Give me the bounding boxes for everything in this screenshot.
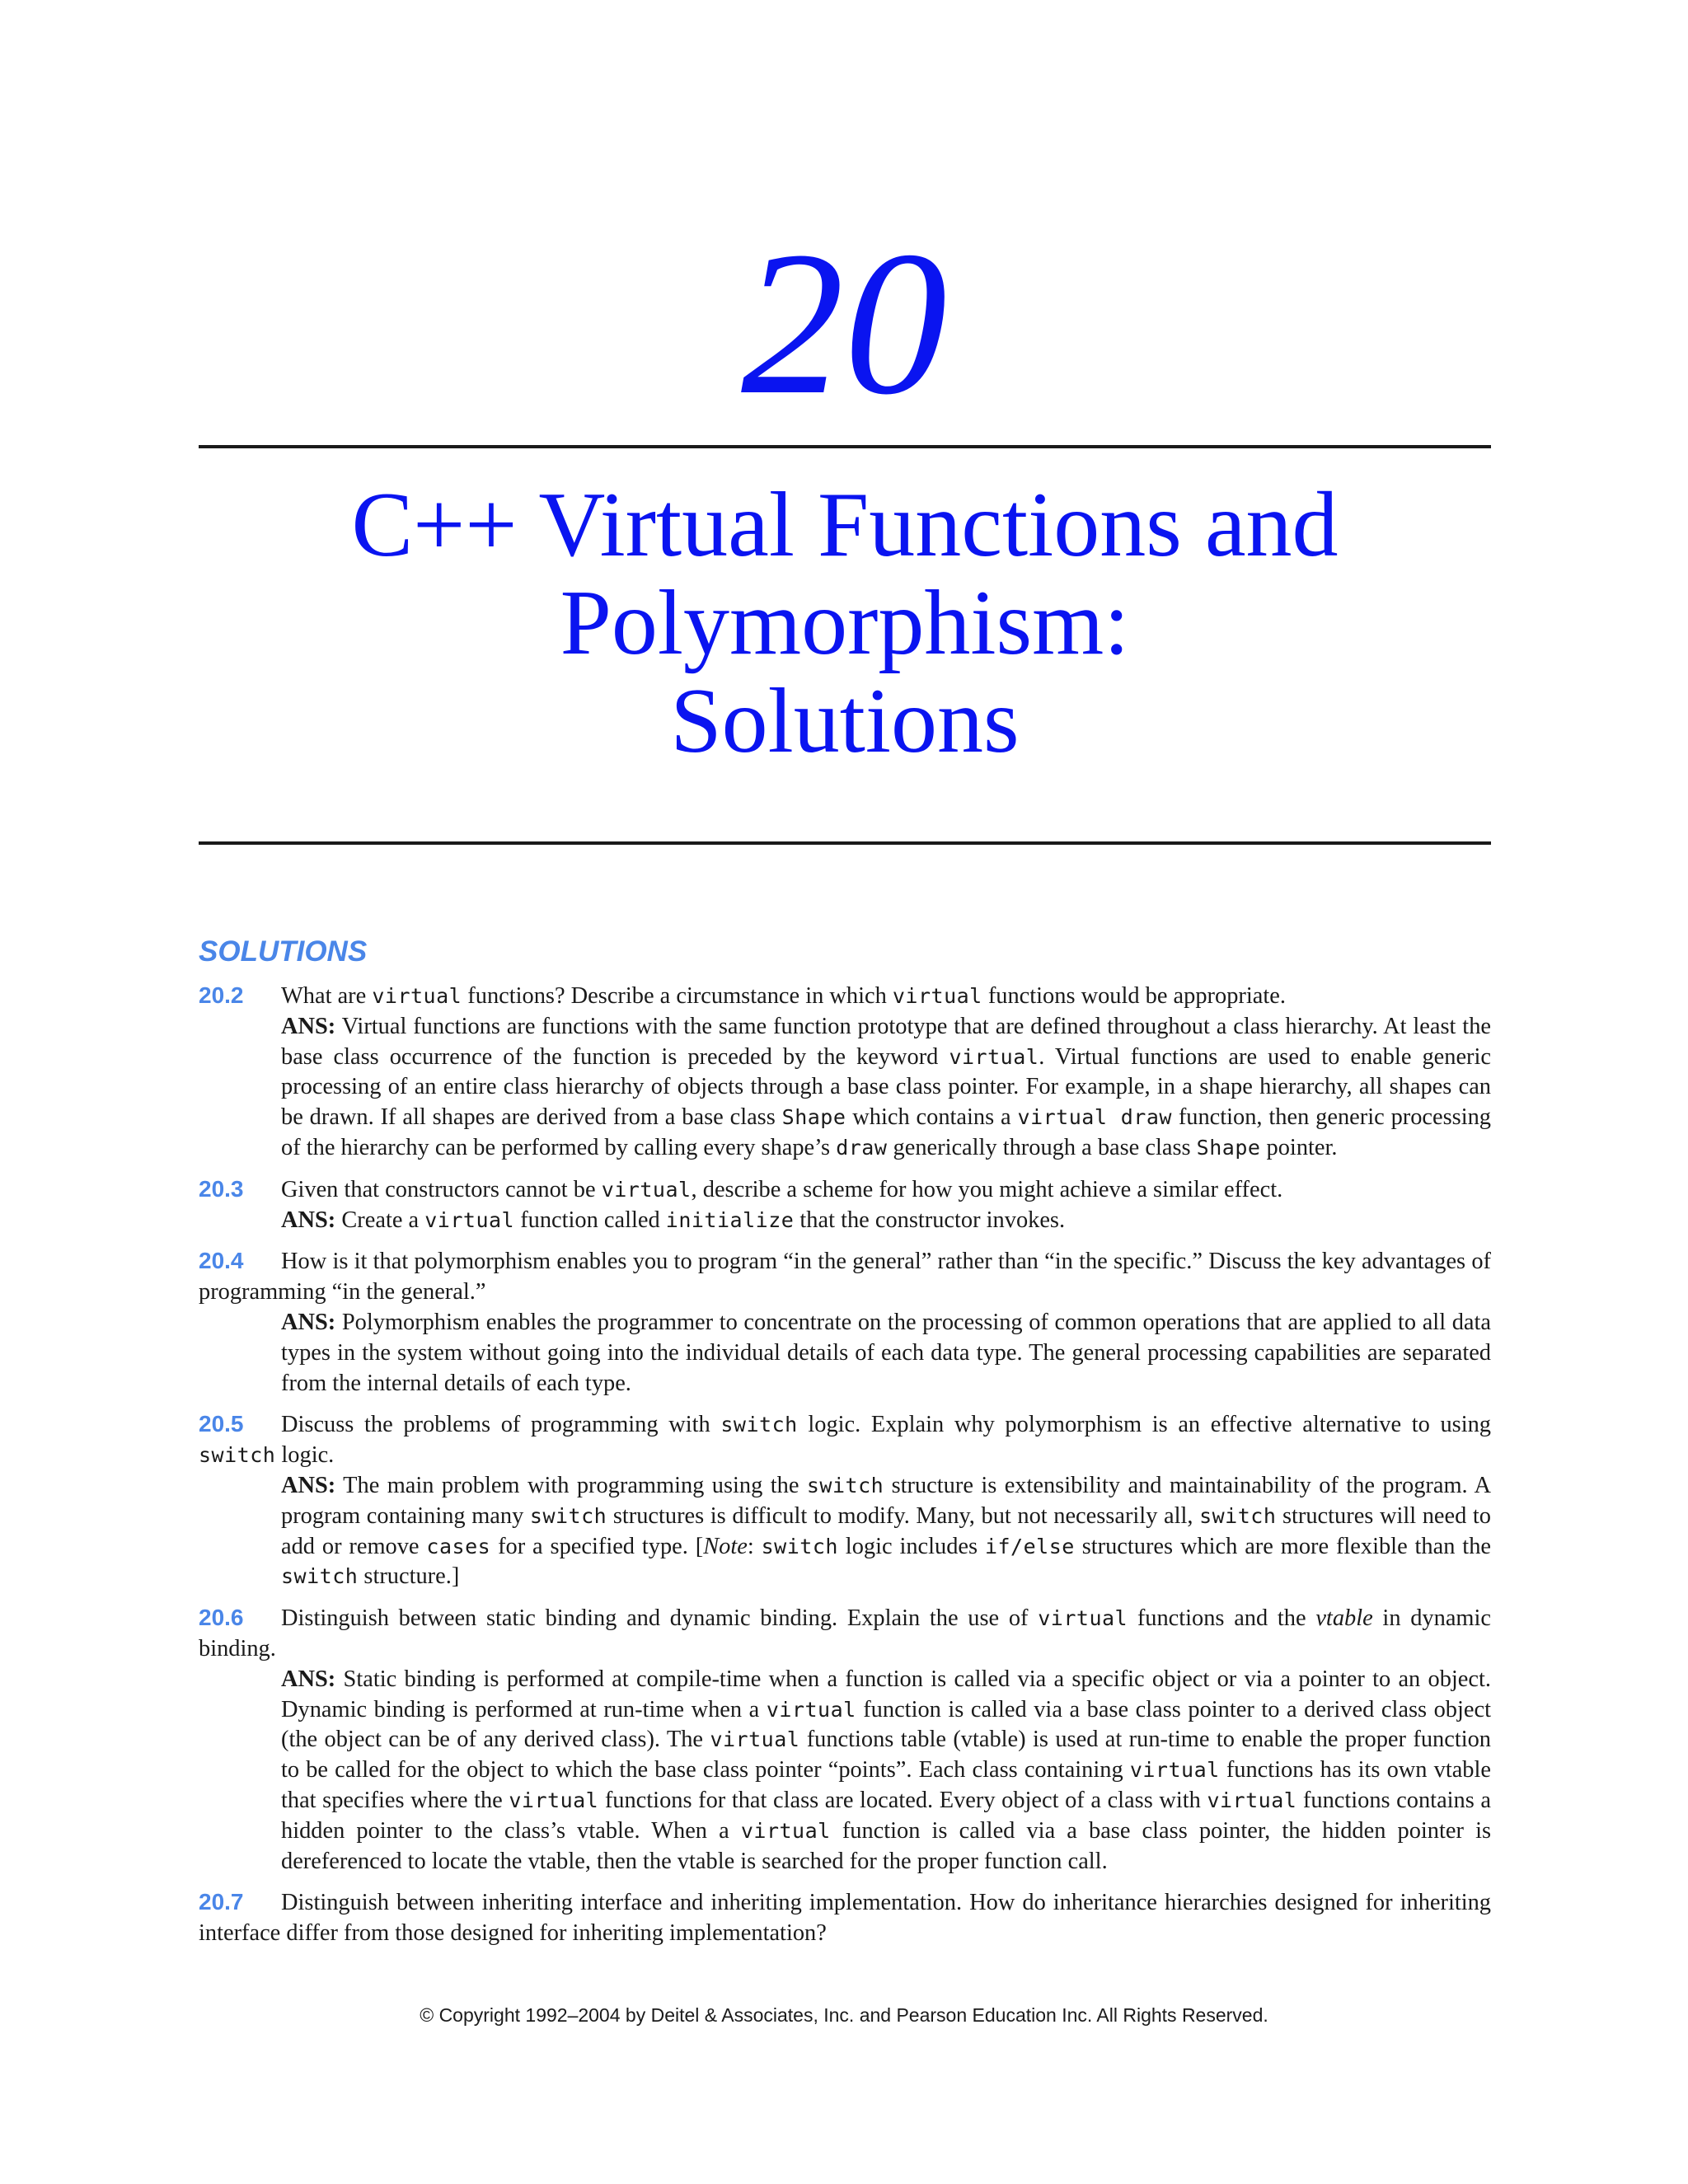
text-run: in dynamic binding. (199, 1605, 1491, 1661)
text-run: Distinguish between inheriting interface and inheriting implementation. How do inheritance hierarchies designed for inheriting interface differ from those designed for inheriting implementation? (199, 1890, 1491, 1947)
text-run: structures which are more flexible than the (1074, 1533, 1491, 1559)
text-run: The main problem with programming using the (335, 1472, 807, 1498)
answer-label: ANS: (281, 1472, 336, 1498)
text-run: functions and the (1128, 1605, 1316, 1632)
text-run: Static binding is performed at compile-time when a function is called via a specific object or via a pointer to an object. Dynamic binding is performed at run-time when a (281, 1666, 1491, 1722)
text-run: function, then generic processing of the hierarchy can be performed by calling every shape’s (281, 1104, 1491, 1160)
code-keyword: switch (761, 1534, 838, 1558)
text-run: What are (281, 983, 373, 1009)
code-keyword: virtual (710, 1727, 800, 1752)
code-keyword: virtual (949, 1044, 1039, 1069)
text-run: . Virtual functions are used to enable generic processing of an entire class hierarchy of objects through a base class pointer. For example, in a shape hierarchy, all shapes can be drawn. If all shapes are derived from a base class (281, 1043, 1492, 1131)
text-run: Polymorphism enables the programmer to concentrate on the processing of common operations that are applied to all data types in the system without going into the individual details of each data type. The general processing capabilities are separated from the internal details of each type. (281, 1309, 1491, 1396)
title-rule-top (199, 445, 1491, 448)
text-run: generically through a base class (887, 1134, 1197, 1160)
code-keyword: virtual (509, 1788, 599, 1812)
italic-text: Note (703, 1533, 748, 1559)
text-run: functions table (vtable) is used at run-time to enable the proper function to be called for the object to which the base class pointer “points”. Each class containing (281, 1727, 1491, 1783)
solution-item (199, 1246, 1491, 1399)
code-keyword: virtual (740, 1818, 831, 1843)
title-rule-bottom (199, 841, 1491, 845)
text-run: structure.] (358, 1563, 460, 1590)
code-keyword: Shape (1196, 1135, 1261, 1160)
text-run: functions contains a hidden pointer to the class’s vtable. When a (281, 1787, 1492, 1844)
text-run: logic includes (837, 1533, 985, 1559)
text-run: functions for that class are located. Every object of a class with (598, 1787, 1207, 1813)
section-heading: SOLUTIONS (199, 935, 368, 968)
question (199, 1409, 1491, 1471)
code-keyword: virtual (424, 1207, 515, 1232)
code-keyword: switch (806, 1473, 884, 1497)
code-keyword: if/else (984, 1534, 1075, 1558)
answer-label: ANS: (281, 1207, 336, 1233)
text-run: functions has its own vtable that specifies where the (281, 1757, 1491, 1813)
solution-item (199, 981, 1491, 1164)
code-keyword: draw (836, 1135, 888, 1160)
text-run: functions? Describe a circumstance in which (462, 983, 893, 1009)
question (199, 1887, 1491, 1949)
text-run: Distinguish between static binding and dynamic binding. Explain the use of (281, 1605, 1039, 1632)
code-keyword: virtual (766, 1697, 856, 1722)
text-run: functions would be appropriate. (982, 983, 1286, 1009)
text-run: function called (514, 1207, 666, 1233)
code-keyword: switch (1199, 1503, 1277, 1528)
text-run: : (747, 1533, 762, 1559)
answer-label: ANS: (281, 1309, 336, 1335)
text-run: function is called via a base class pointer, the hidden pointer is dereferenced to locate the vtable, then the vtable is searched for the proper function call. (281, 1817, 1491, 1874)
answer-label: ANS: (281, 1666, 336, 1692)
solution-item (199, 1887, 1491, 1949)
solutions-list (199, 981, 1491, 1960)
text-run: structures is difficult to modify. Many, but not necessarily all, (607, 1502, 1200, 1529)
text-run: Create a (335, 1207, 425, 1233)
italic-text: vtable (1315, 1605, 1373, 1632)
code-keyword: switch (199, 1443, 276, 1468)
code-keyword: virtual (1129, 1758, 1220, 1783)
code-keyword: cases (426, 1534, 491, 1558)
code-keyword: switch (281, 1564, 359, 1589)
text-run: Discuss the problems of programming with (281, 1412, 721, 1438)
answer (199, 1471, 1491, 1592)
exercise-number: 20.7 (199, 1889, 244, 1915)
code-keyword: virtual (1207, 1788, 1297, 1812)
text-run: that the constructor invokes. (794, 1207, 1066, 1233)
text-run: structure is extensibility and maintainability of the program. A program containing many (281, 1472, 1492, 1529)
answer (199, 1665, 1491, 1877)
exercise-number: 20.6 (199, 1605, 244, 1631)
exercise-number: 20.4 (199, 1248, 244, 1274)
solution-item (199, 1409, 1491, 1592)
chapter-title (199, 476, 1491, 771)
code-keyword: virtual draw (1017, 1105, 1172, 1130)
text-run: , describe a scheme for how you might achieve a similar effect. (691, 1176, 1283, 1202)
answer (199, 1206, 1491, 1236)
text-run: How is it that polymorphism enables you to program “in the general” rather than “in the specific.” Discuss the key advantages of programming “in the general.” (199, 1249, 1491, 1305)
exercise-number: 20.5 (199, 1411, 244, 1437)
text-run: which contains a (846, 1104, 1018, 1131)
text-run: for a specified type. [ (490, 1533, 704, 1559)
solution-item (199, 1603, 1491, 1877)
code-keyword: switch (529, 1503, 607, 1528)
exercise-number: 20.2 (199, 982, 244, 1008)
code-keyword: initialize (665, 1207, 795, 1232)
chapter-title-line: Polymorphism: (560, 572, 1130, 674)
chapter-number: 20 (741, 209, 947, 438)
answer (199, 1308, 1491, 1399)
text-run: pointer. (1260, 1134, 1338, 1160)
code-keyword: virtual (892, 984, 982, 1008)
copyright-footer: © Copyright 1992–2004 by Deitel & Associates, Inc. and Pearson Education Inc. All Rights Reserved. (420, 2004, 1268, 2026)
code-keyword: virtual (1038, 1606, 1128, 1631)
text-run: Given that constructors cannot be (281, 1176, 602, 1202)
question (199, 1246, 1491, 1308)
question (199, 1174, 1491, 1206)
chapter-title-line: C++ Virtual Functions and (351, 474, 1339, 576)
text-run: logic. Explain why polymorphism is an effective alternative to using (797, 1412, 1491, 1438)
exercise-number: 20.3 (199, 1175, 244, 1202)
code-keyword: virtual (601, 1177, 692, 1202)
code-keyword: switch (720, 1413, 798, 1437)
code-keyword: Shape (781, 1105, 846, 1130)
text-run: function is called via a base class pointer to a derived class object (the object can be of any derived class). The (281, 1696, 1491, 1753)
chapter-title-line: Solutions (670, 670, 1020, 772)
answer-label: ANS: (281, 1013, 336, 1039)
text-run: structures will need to add or remove (281, 1502, 1491, 1559)
solution-item (199, 1174, 1491, 1236)
question (199, 981, 1491, 1012)
text-run: logic. (275, 1442, 335, 1469)
text-run: Virtual functions are functions with the same function prototype that are defined throughout a class hierarchy. At least the base class occurrence of the function is preceded by the keyword (281, 1013, 1491, 1070)
answer (199, 1012, 1491, 1164)
code-keyword: virtual (372, 984, 462, 1008)
question (199, 1603, 1491, 1665)
